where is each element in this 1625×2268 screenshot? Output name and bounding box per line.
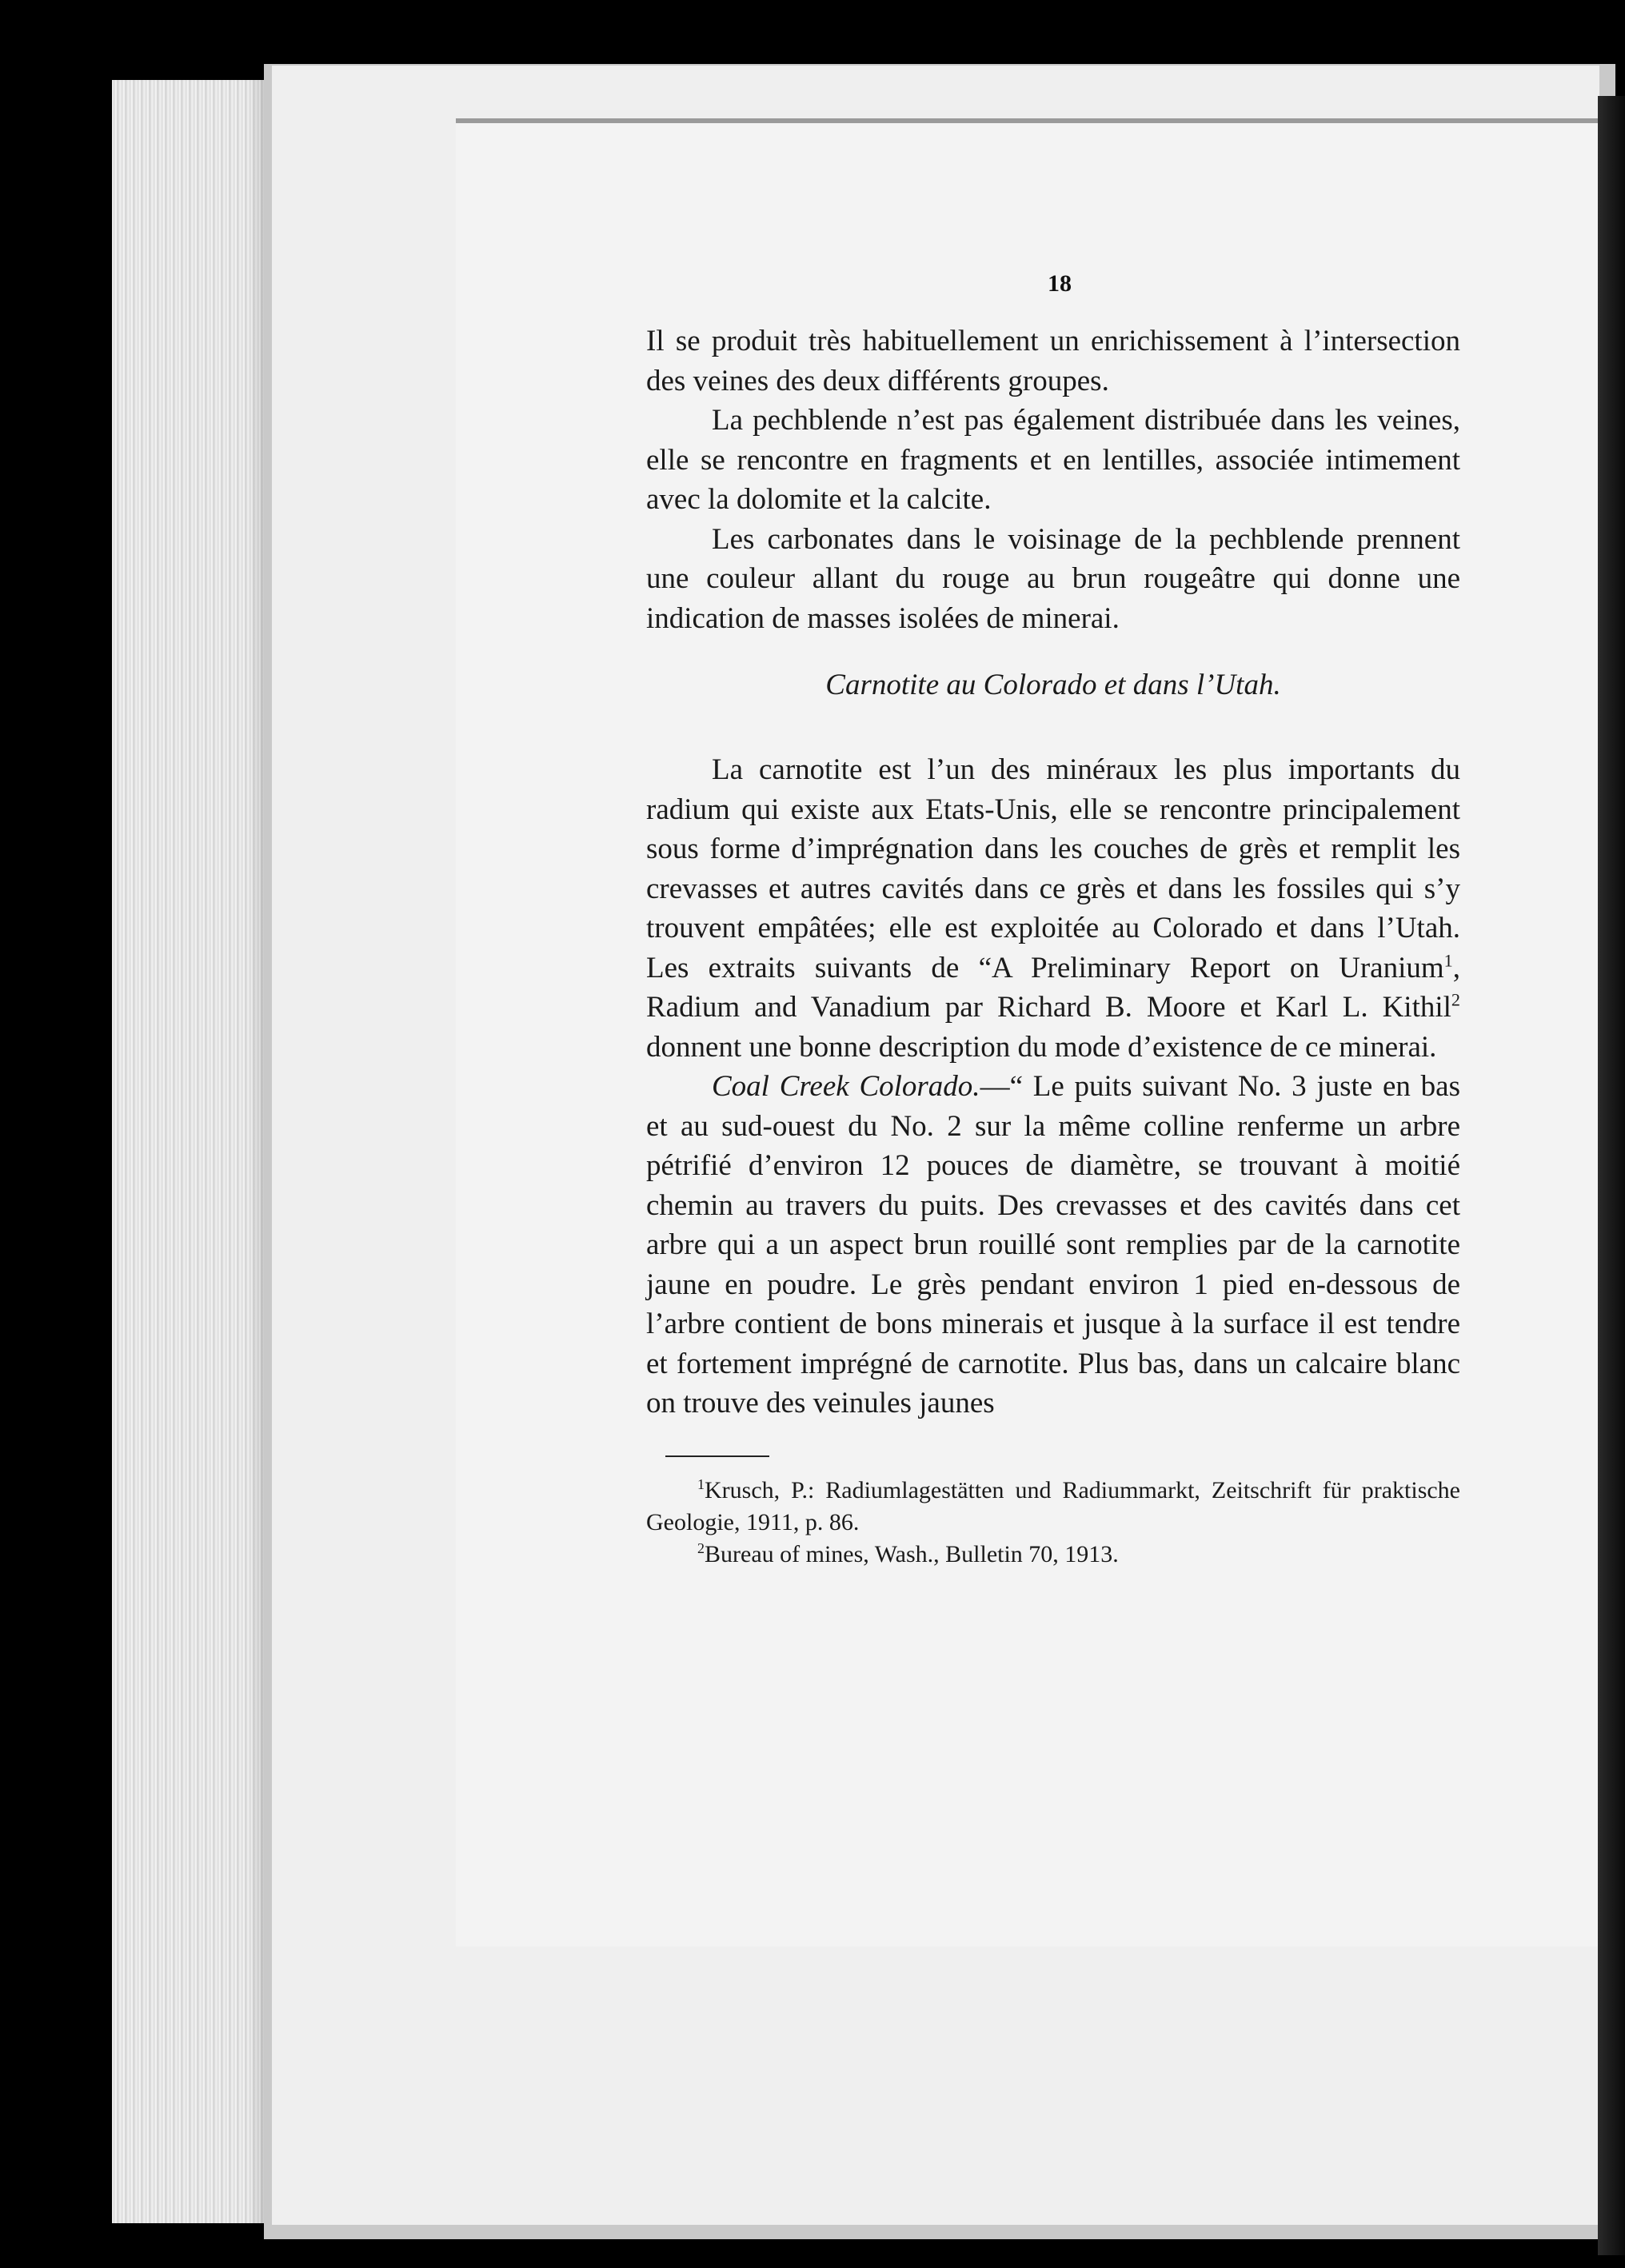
paragraph-4	[646, 750, 1460, 1067]
page-text	[646, 266, 1460, 1571]
paragraph-4-text-a: La carnotite est l’un des minéraux les plus importants du radium qui existe aux Etats-Unis, elle se rencontre principalement sous forme d’imprégnation dans les couches de grès et remplit les crevasses et autres cavités dans ce grès et dans les fossiles qui s’y trouvent empâtées; elle est exploitée au Colorado et dans l’Utah. Les extraits suivants de “A Preliminary Report on Uranium	[646, 753, 1460, 984]
paragraph-4-text-b: , Radium and Vanadium par Richard B. Moore et Karl L. Kithil	[646, 951, 1460, 1024]
book-right-edge	[1598, 96, 1625, 2255]
footnotes	[646, 1475, 1460, 1571]
paragraph-5-text: —“ Le puits suivant No. 3 juste en bas et au sud-ouest du No. 2 sur la même colline renferme un arbre pétrifié d’environ 12 pouces de diamètre, se trouvant à moitié chemin au travers du puits. Des crevasses et des cavités dans cet arbre qui a un aspect brun rouillé sont remplies par de la carnotite jaune en poudre. Le grès pendant environ 1 pied en-dessous de l’arbre contient de bons minerais et jusque à la surface il est tendre et fortement imprégné de carnotite. Plus bas, dans un calcaire blanc on trouve des veinules jaunes	[646, 1070, 1460, 1419]
paragraph-5-lead: Coal Creek Colorado.	[712, 1070, 980, 1103]
footnote-2-mark: 2	[697, 1539, 705, 1556]
page-number: 18	[1048, 270, 1072, 297]
paragraph-2: La pechblende n’est pas également distribuée dans les veines, elle se rencontre en fragments et en lentilles, associée intimement avec la dolomite et la calcite.	[646, 404, 1460, 516]
top-spacer	[646, 266, 1460, 321]
footnote-1-mark: 1	[697, 1475, 705, 1492]
paragraph-5	[646, 1067, 1460, 1423]
book-page-edges	[112, 80, 272, 2223]
footnote-rule	[665, 1455, 769, 1457]
footnote-1	[646, 1475, 1460, 1539]
footnote-2-text: Bureau of mines, Wash., Bulletin 70, 1913.	[705, 1540, 1119, 1567]
paragraph-1: Il se produit très habituellement un enrichissement à l’intersection des veines des deux différents groupes.	[646, 325, 1460, 397]
paragraph-3: Les carbonates dans le voisinage de la pechblende prennent une couleur allant du rouge au brun rougeâtre qui donne une indication de masses isolées de minerai.	[646, 522, 1460, 635]
section-heading: Carnotite au Colorado et dans l’Utah.	[825, 669, 1281, 701]
footnote-2	[646, 1539, 1460, 1571]
footnote-ref-1: 1	[1443, 950, 1453, 971]
footnote-ref-2: 2	[1451, 989, 1460, 1010]
footnote-1-text: Krusch, P.: Radiumlagestätten und Radiummarkt, Zeitschrift für praktische Geologie, 1911, p. 86.	[646, 1476, 1460, 1535]
paragraph-4-text-c: donnent une bonne description du mode d’existence de ce minerai.	[646, 1030, 1437, 1064]
